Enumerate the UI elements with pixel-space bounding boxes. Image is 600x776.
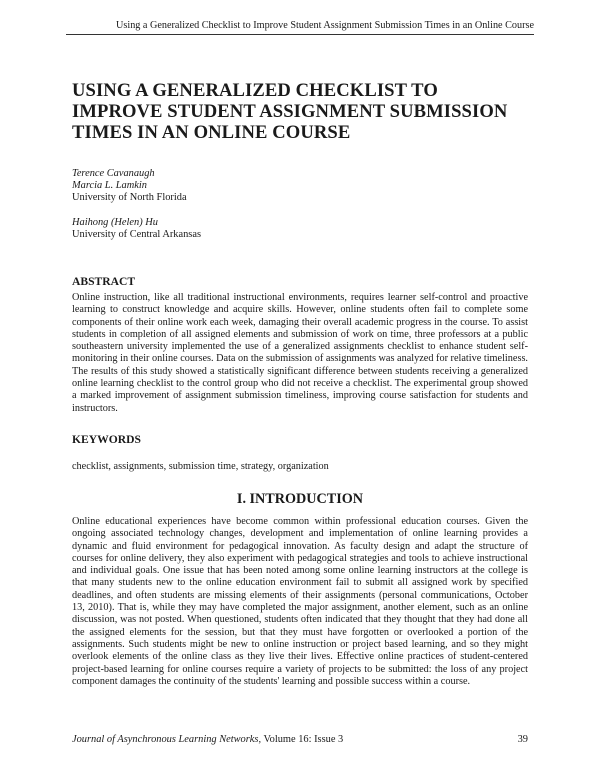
title-line: TIMES IN AN ONLINE COURSE [72,122,351,143]
abstract-heading: ABSTRACT [72,275,136,288]
journal-citation [72,734,343,745]
journal-issue: Volume 16: Issue 3 [261,734,344,745]
page-number: 39 [517,734,528,745]
keywords-text: checklist, assignments, submission time, strategy, organization [72,461,329,472]
page-footer [72,734,528,745]
author-affiliation: University of Central Arkansas [72,229,201,241]
article-title [72,80,540,143]
introduction-heading: I. INTRODUCTION [236,491,364,507]
author-group-1 [72,168,201,203]
author-group-2 [72,217,201,241]
introduction-text: Online educational experiences have become common within professional education courses. Given the ongoing associated technology changes, development and implementation of online learning provides a dynamic and fluid environment for pedagogical innovation. As faculty design and adapt the structure of courses for online delivery, they also experiment with pedagogical strategies and tools to achieve instructional and individual goals. One issue that has been noted among some online learning instructors at the college is that many students new to the online education environment fail to submit all assigned work by specified deadlines, and often students are missing elements of their assignments (personal communications, October 13, 2010). That is, while they may have completed the major assignment, another element, such as an online discussion, was not posted. When questioned, students often indicated that they thought that they had done all the assigned elements for the session, but that they must have forgotten or overlooked a portion of the assignments. Such students might be new to online instruction or project based learning, and so they might overlook elements of the online class as they live their lives. Effective online practices of student-centered project-based learning for online courses require a variety of projects to be submitted: the loss of any project component damages the continuity of the students' learning and possible success within a course. [72,516,528,687]
author-name: Marcia L. Lamkin [72,179,147,191]
keywords-heading: KEYWORDS [72,433,141,446]
title-line: USING A GENERALIZED CHECKLIST TO [72,80,438,101]
author-name: Terence Cavanaugh [72,168,155,179]
title-line: IMPROVE STUDENT ASSIGNMENT SUBMISSION [72,101,508,122]
author-affiliation: University of North Florida [72,191,187,203]
abstract-text: Online instruction, like all traditional instructional environments, requires learner self-control and proactive learning to construct knowledge and acquire skills. However, online students often fail to complete some components of their online work each week, damaging their overall academic progress in the course. To assist students in completion of all assigned elements and submission of work on time, three professors at a public southeastern university implemented the use of a generalized assignments checklist to enhance student self-monitoring in their online courses. Data on the submission of assignments was analyzed for relative timeliness. The results of this study showed a statistically significant difference between students receiving a generalized online learning checklist to the control group who did not receive a checklist. The experimental group showed a marked improvement of assignment submission timeliness, improving course satisfaction for students and instructors. [72,292,528,414]
author-name: Haihong (Helen) Hu [72,217,158,229]
author-block [72,168,201,241]
journal-name: Journal of Asynchronous Learning Networks, [72,734,262,745]
running-head: Using a Generalized Checklist to Improve Student Assignment Submission Times in an Online Course [66,20,534,35]
